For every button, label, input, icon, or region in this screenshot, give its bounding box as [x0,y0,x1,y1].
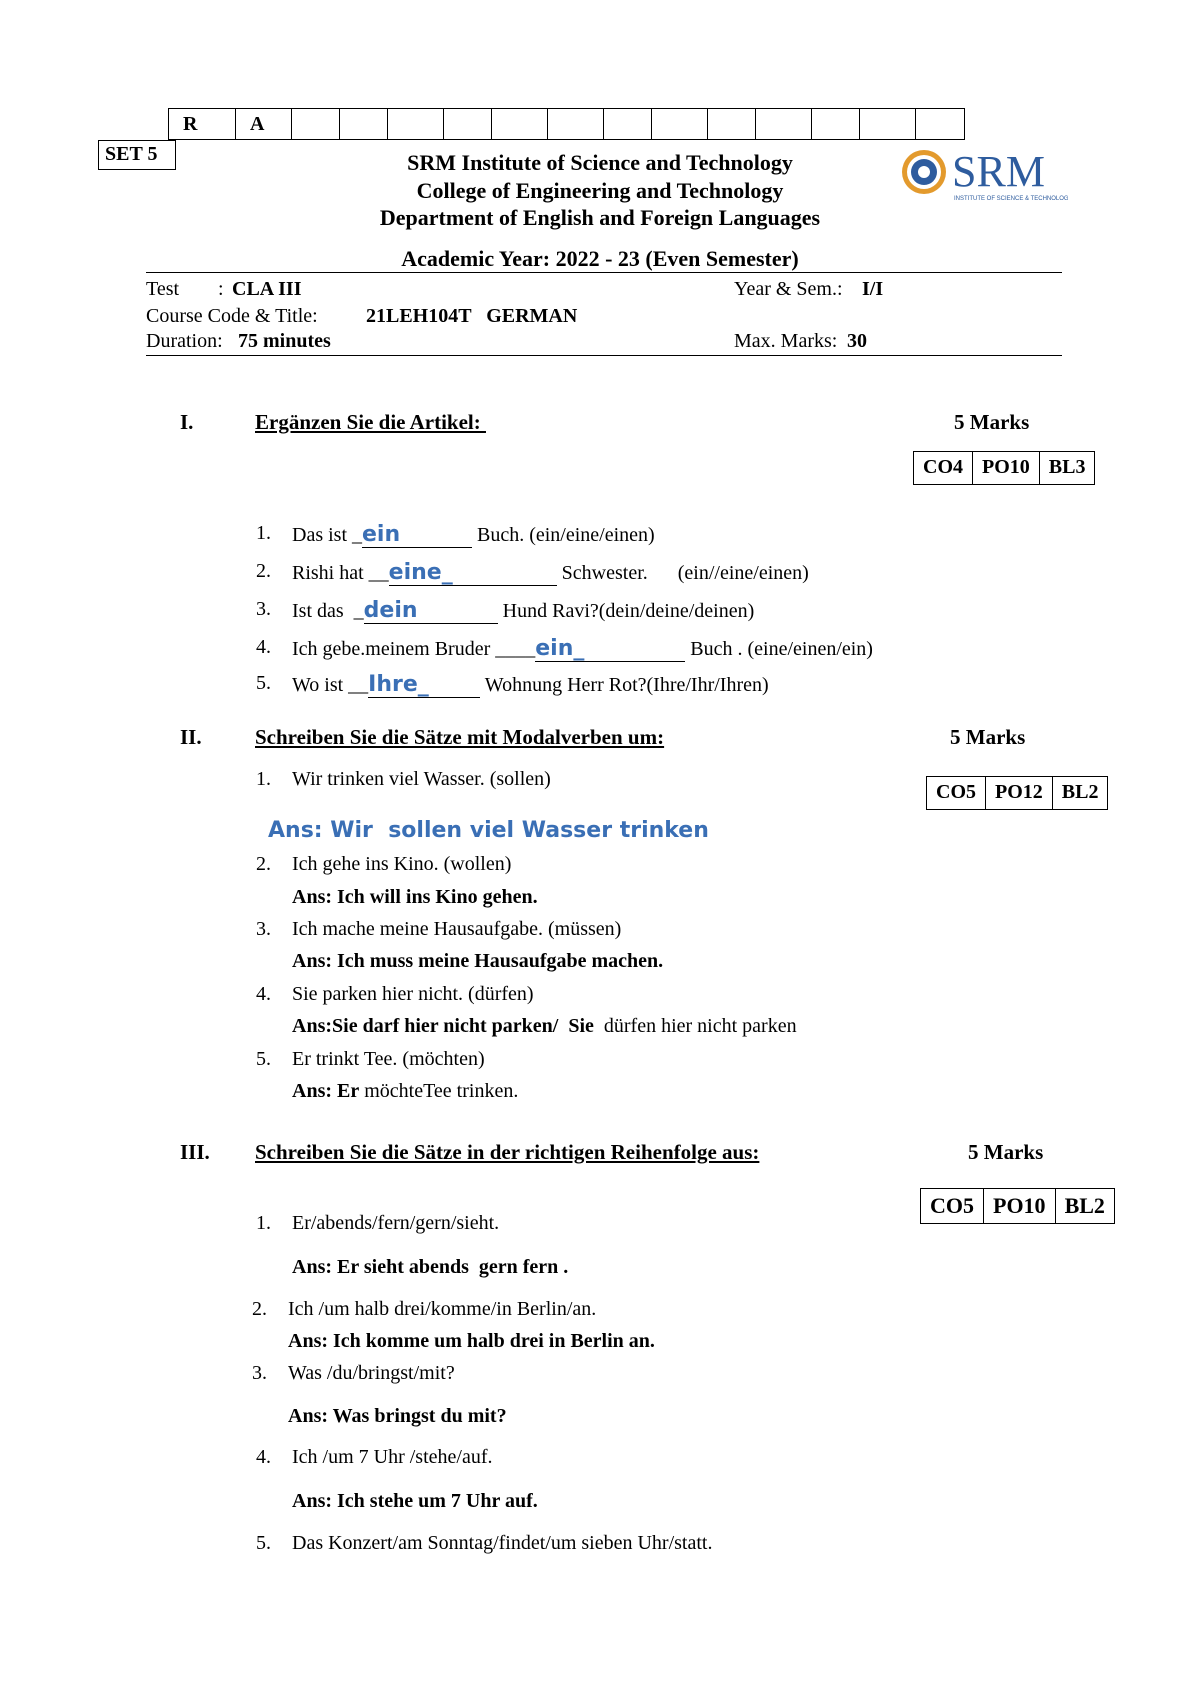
item-question: Ich /um halb drei/komme/in Berlin/an. [288,1298,597,1320]
item-number: 3. [256,598,271,620]
answer-plain: dürfen hier nicht parken [593,1015,797,1037]
register-cell [492,109,548,139]
item-question: Er trinkt Tee. (möchten) [292,1048,485,1070]
logo-text: SRM [952,147,1045,196]
item-number: 5. [256,1048,271,1070]
register-cell [388,109,444,139]
item-number: 3. [256,918,271,940]
answer-text: Ans: Ich will ins Kino gehen. [292,886,538,908]
answer-fill: ein_ [535,636,585,661]
course-value: 21LEH104T GERMAN [366,305,578,327]
co-po-bl-table [926,776,1108,810]
co-po-bl-table [913,451,1095,485]
item-number: 1. [256,1212,271,1234]
bl-cell: BL2 [1064,1193,1105,1218]
item-number: 4. [256,983,271,1005]
answer-text [292,1015,797,1038]
item-text-before: Rishi hat __ [292,562,389,584]
logo-subtext: INSTITUTE OF SCIENCE & TECHNOLOGY [954,196,1068,202]
section-number: I. [180,410,194,434]
answer-text: Ans: Wir sollen viel Wasser trinken [268,818,709,843]
item-question: Sie parken hier nicht. (dürfen) [292,983,534,1005]
section-title: Schreiben Sie die Sätze mit Modalverben um: [255,725,665,749]
register-cell [708,109,756,139]
answer-text: Ans: Ich muss meine Hausaufgabe machen. [292,950,664,972]
test-label: Test [146,278,180,300]
max-marks-value: 30 [847,330,867,352]
year-sem-value: I/I [862,278,884,300]
register-cell [548,109,604,139]
item-text-after: Buch . (eine/einen/ein) [685,638,873,660]
co-cell: CO5 [921,1189,984,1223]
answer-fill: eine_ [388,560,453,585]
item-question: Was /du/bringst/mit? [288,1362,455,1384]
duration-label: Duration: [146,330,223,352]
header-rule [146,272,1062,273]
register-cell [444,109,492,139]
section-title: Schreiben Sie die Sätze in der richtigen Reihenfolge aus: [255,1140,760,1164]
item-text-before: Ich gebe.meinem Bruder ____ [292,638,536,660]
register-cell [292,109,340,139]
institute-name: SRM Institute of Science and Technology [407,150,793,175]
item-number: 4. [256,636,271,658]
meta-rule [146,355,1062,356]
srm-emblem-icon [900,144,1068,208]
item-number: 4. [256,1446,271,1468]
item-question: Ich /um 7 Uhr /stehe/auf. [292,1446,493,1468]
register-cell [860,109,916,139]
item-number: 2. [256,853,271,875]
section-number: II. [180,725,202,749]
item-question: Ich mache meine Hausaufgabe. (müssen) [292,918,622,940]
section-number: III. [180,1140,210,1164]
item-text-after: Hund Ravi?(dein/deine/deinen) [497,600,755,622]
item-text-after: Schwester. (ein//eine/einen) [556,562,809,584]
item-text-before: Das ist _ [292,524,362,546]
item-question: Er/abends/fern/gern/sieht. [292,1212,500,1234]
item-number: 2. [256,560,271,582]
department-name: Department of English and Foreign Languages [379,205,821,230]
academic-year: Academic Year: 2022 - 23 (Even Semester) [401,246,799,271]
co-cell: CO4 [914,452,973,484]
item-number: 2. [252,1298,267,1320]
section-marks: 5 Marks [968,1140,1044,1164]
answer-text: Ans: Er sieht abends gern fern . [292,1256,569,1278]
register-number-grid [168,108,965,140]
item-text-after: Wohnung Herr Rot?(Ihre/Ihr/Ihren) [480,674,769,696]
duration-value: 75 minutes [238,330,331,352]
answer-fill: dein [363,598,418,623]
answer-text: Ans: Ich stehe um 7 Uhr auf. [292,1490,538,1512]
item-question: Das Konzert/am Sonntag/findet/um sieben Uhr/statt. [292,1532,713,1554]
year-sem-label: Year & Sem.: [734,278,843,300]
po-cell: PO10 [984,1189,1056,1223]
bl-cell: BL2 [1061,781,1099,803]
po-cell: PO12 [986,777,1053,809]
item-text-before: Wo ist __ [292,674,369,696]
register-cell [604,109,652,139]
answer-text: Ans: Was bringst du mit? [288,1405,507,1427]
answer-text [292,1080,518,1103]
register-cell [652,109,708,139]
register-cell: R [169,109,236,139]
item-text-before: Ist das _ [292,600,364,622]
answer-bold: Ans: Er [292,1080,360,1102]
co-cell: CO5 [927,777,986,809]
section-marks: 5 Marks [950,725,1026,749]
register-cell [756,109,812,139]
answer-fill: ein [362,522,401,547]
register-cell: A [236,109,292,139]
section-marks: 5 Marks [954,410,1030,434]
item-number: 1. [256,768,271,790]
answer-fill: Ihre_ [368,672,429,697]
register-cell [812,109,860,139]
item-number: 5. [256,672,271,694]
register-cell [916,109,964,139]
test-sep: : [218,278,224,300]
section-title: Ergänzen Sie die Artikel: [255,410,486,434]
answer-text: Ans: Ich komme um halb drei in Berlin an. [288,1330,655,1352]
bl-cell: BL3 [1048,456,1086,478]
item-text-after: Buch. (ein/eine/einen) [472,524,655,546]
item-question: Wir trinken viel Wasser. (sollen) [292,768,551,790]
item-question: Ich gehe ins Kino. (wollen) [292,853,512,875]
answer-plain: möchteTee trinken. [359,1080,519,1102]
set-label: SET 5 [98,140,176,170]
register-cell [340,109,388,139]
course-label: Course Code & Title: [146,305,318,327]
item-number: 3. [252,1362,267,1384]
max-marks-label: Max. Marks: [734,330,838,352]
item-number: 5. [256,1532,271,1554]
srm-logo [900,144,1068,208]
answer-bold: Ans:Sie darf hier nicht parken/ Sie [292,1015,594,1037]
co-po-bl-table [920,1188,1115,1224]
college-name: College of Engineering and Technology [416,178,784,203]
test-value: CLA III [232,278,302,300]
po-cell: PO10 [973,452,1040,484]
item-number: 1. [256,522,271,544]
